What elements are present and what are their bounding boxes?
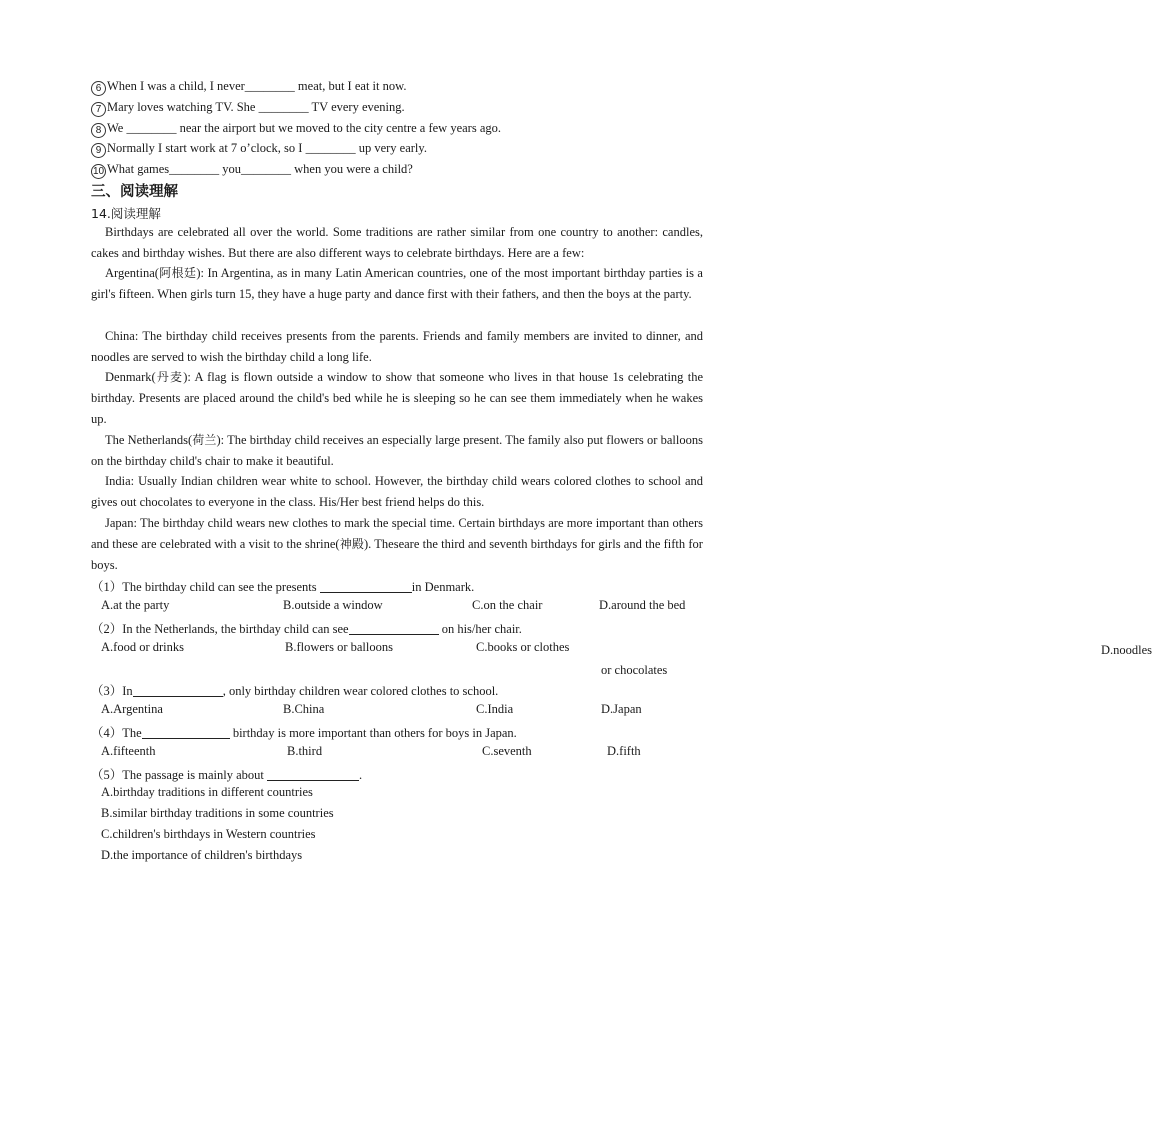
answer-blank[interactable]: ________ xyxy=(258,100,309,114)
passage-paragraph: Japan: The birthday child wears new clothes to mark the special time. Certain birthdays are more important than others and these are celebrated with a visit to the shrine(神殿). Theseare the third and seventh birthdays for girls and the fifth for boys. xyxy=(91,516,703,572)
chinese-gloss: 阿根廷 xyxy=(158,266,197,280)
option-d[interactable]: D.around the bed xyxy=(599,598,686,612)
item-text: when you were a child? xyxy=(291,162,413,176)
question-stem: （3）In , only birthday children wear colored clothes to school. xyxy=(91,684,499,698)
fill-item xyxy=(91,140,427,158)
answer-blank[interactable]: ________ xyxy=(241,162,292,176)
passage-paragraph: Birthdays are celebrated all over the world. Some traditions are rather similar from one country to another: candles, cakes and birthday wishes. But there are also different ways to celebrate birthdays. Here are a few: xyxy=(91,225,703,260)
answer-blank[interactable] xyxy=(133,684,223,697)
chinese-gloss: 神殿 xyxy=(339,536,364,551)
question-stem: （5）The passage is mainly about . xyxy=(91,768,363,782)
item-text: TV every evening. xyxy=(308,100,405,114)
answer-blank[interactable]: ________ xyxy=(169,162,220,176)
item-text: Normally I start work at 7 o’clock, so I xyxy=(107,141,306,155)
item-text: up very early. xyxy=(355,141,427,155)
passage-paragraph: India: Usually Indian children wear white to school. However, the birthday child wears colored clothes to school and gives out chocolates to everyone in the class. His/Her best friend helps do this. xyxy=(91,474,703,509)
item-text: you xyxy=(219,162,242,176)
option-c[interactable]: C.seventh xyxy=(482,744,532,758)
answer-blank[interactable]: ________ xyxy=(126,121,177,135)
passage-paragraph: The Netherlands(荷兰): The birthday child receives an especially large present. The family also put flowers or balloons on the birthday child's chair to make it beautiful. xyxy=(91,433,703,468)
option-c[interactable]: C.India xyxy=(476,702,514,716)
circled-number: 10 xyxy=(92,166,105,177)
item-text: When I was a child, I never xyxy=(107,79,245,93)
option-b[interactable]: B.similar birthday traditions in some countries xyxy=(101,806,334,820)
option-a[interactable]: A.at the party xyxy=(101,598,170,612)
question-stem: （4）The birthday is more important than others for boys in Japan. xyxy=(91,726,517,740)
circled-number: 7 xyxy=(91,102,106,117)
option-a[interactable]: A.food or drinks xyxy=(101,640,184,654)
answer-blank[interactable]: ________ xyxy=(305,141,356,155)
option-a[interactable]: A.Argentina xyxy=(101,702,163,716)
item-text: Mary loves watching TV. She xyxy=(107,100,259,114)
option-b[interactable]: B.third xyxy=(287,744,323,758)
passage-paragraph: Argentina(阿根廷): In Argentina, as in many Latin American countries, one of the most important birthday parties is a girl's fifteen. When girls turn 15, they have a huge party and dance first with their fathers, and then the boys at the party. xyxy=(91,266,703,301)
option-c[interactable]: C.books or clothes xyxy=(476,640,570,654)
option-b[interactable]: B.flowers or balloons xyxy=(285,640,393,654)
circled-number: 9 xyxy=(91,143,106,158)
chinese-gloss: 丹麦 xyxy=(155,370,184,384)
passage-paragraph: Denmark(丹麦): A flag is flown outside a window to show that someone who lives in that house 1s celebrating the birthday. Presents are placed around the child's bed while he is sleeping so he can see them immediately when he wakes up. xyxy=(91,370,703,426)
item-text: meat, but I eat it now. xyxy=(294,79,407,93)
fill-item xyxy=(91,161,413,179)
fill-item xyxy=(91,99,405,117)
question-stem: （1）The birthday child can see the presents in Denmark. xyxy=(91,580,475,594)
item-text: What games xyxy=(107,162,170,176)
option-a[interactable]: A.fifteenth xyxy=(101,744,156,758)
option-a[interactable]: A.birthday traditions in different countries xyxy=(101,785,313,799)
option-b[interactable]: B.China xyxy=(283,702,325,716)
answer-blank[interactable] xyxy=(349,622,439,635)
fill-item xyxy=(91,78,406,96)
fill-item xyxy=(91,120,501,138)
question-stem: （2）In the Netherlands, the birthday child can see on his/her chair. xyxy=(91,622,522,636)
option-c[interactable]: C.on the chair xyxy=(472,598,543,612)
option-d[interactable]: D.noodles or chocolates xyxy=(601,643,1152,677)
option-d[interactable]: D.the importance of children's birthdays xyxy=(101,848,303,862)
passage-paragraph: China: The birthday child receives presents from the parents. Friends and family members are invited to dinner, and noodles are served to wish the birthday child a long life. xyxy=(91,329,703,364)
item-text: near the airport but we moved to the city centre a few years ago. xyxy=(176,121,502,135)
option-d[interactable]: D.Japan xyxy=(601,702,642,716)
section-heading: 三、阅读理解 xyxy=(91,184,178,200)
question-label: 14.阅读理解 xyxy=(91,206,161,221)
answer-blank[interactable] xyxy=(320,580,412,593)
answer-blank[interactable]: ________ xyxy=(244,79,295,93)
chinese-gloss: 荷兰 xyxy=(192,433,217,447)
option-d[interactable]: D.fifth xyxy=(607,744,641,758)
circled-number: 8 xyxy=(91,123,106,138)
option-c[interactable]: C.children's birthdays in Western countries xyxy=(101,827,316,841)
answer-blank[interactable] xyxy=(142,726,230,739)
circled-number: 6 xyxy=(91,81,106,96)
answer-blank[interactable] xyxy=(267,768,359,781)
item-text: We xyxy=(107,121,127,135)
option-b[interactable]: B.outside a window xyxy=(283,598,383,612)
